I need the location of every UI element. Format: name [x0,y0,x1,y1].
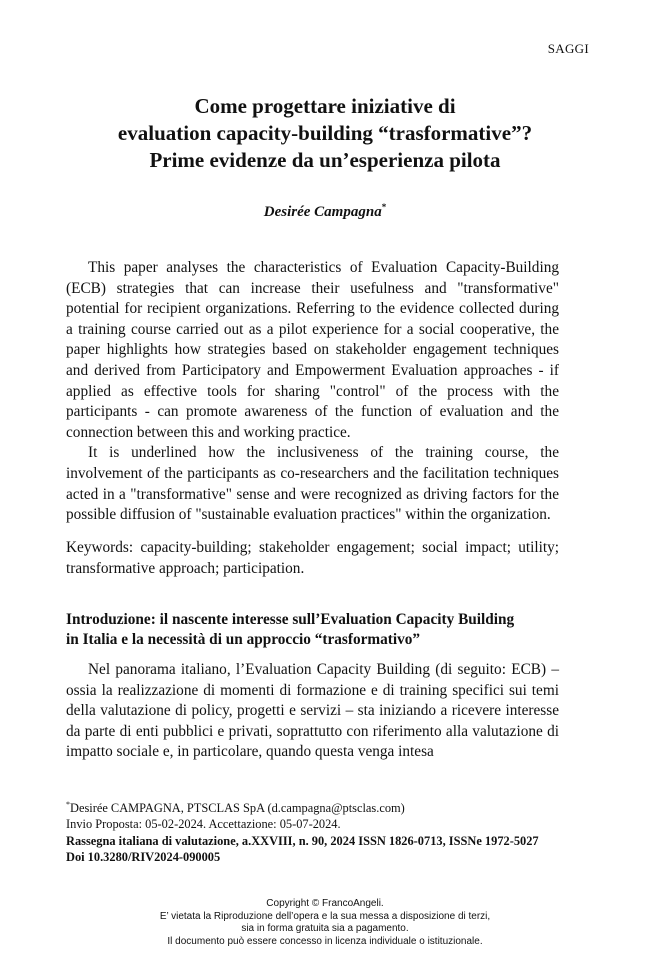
keywords [66,538,559,579]
article-title [60,93,590,174]
intro-text [66,660,559,763]
title-line: Come progettare iniziative di [194,94,456,118]
title-line: Prime evidenze da un’esperienza pilota [149,148,501,172]
copyright-line: sia in forma gratuita sia a pagamento. [241,923,409,935]
copyright-notice [0,898,650,948]
footnote-journal: Rassegna italiana di valutazione, a.XXVIII, n. 90, 2024 ISSN 1826-0713, ISSNe 1972-5027 [66,833,539,848]
footnote-dates: Invio Proposta: 05-02-2024. Accettazione: 05-07-2024. [66,817,341,832]
abstract-paragraph: This paper analyses the characteristics of Evaluation Capacity-Building (ECB) strategies that can increase their usefulness and "transformative" potential for recipient organizations. Referring to the evidence collected during a training course carried out as a pilot experience for a social cooperative, the paper highlights how strategies based on stakeholder engagement techniques and derived from Participatory and Empowerment Evaluation approaches - if applied as effective tools for sharing "control" of the process with the participants - can promote awareness of the function of evaluation and the connection between this and working practice. [66,259,559,441]
author-footnote-mark: * [381,202,387,212]
abstract [66,258,559,526]
intro-paragraph: Nel panorama italiano, l’Evaluation Capacity Building (di seguito: ECB) – ossia la realizzazione di momenti di formazione e di training specifici sui temi della valutazione di policy, progetti e servizi – sta iniziando a ricevere interesse da parte di enti pubblici e privati, soprattutto con riferimento alla valutazione di impatto sociale e, in particolare, quando questa venga intesa [66,661,559,761]
footnote-mark: * [66,800,70,809]
footnote [66,797,566,865]
abstract-paragraph: It is underlined how the inclusiveness of the training course, the involvement of the participants as co-researchers and the facilitation techniques acted in a "transformative" sense and were recognized as driving factors for the possible diffusion of "sustainable evaluation practices" within the organization. [66,444,559,524]
title-line: evaluation capacity-building “trasformative”? [117,121,533,145]
copyright-line: Il documento può essere concesso in licenza individuale o istituzionale. [167,935,483,947]
copyright-line: E’ vietata la Riproduzione dell’opera e la sua messa a disposizione di terzi, [159,910,491,922]
heading-line: in Italia e la necessità di un approccio “trasformativo” [66,631,421,648]
heading-line: Introduzione: il nascente interesse sull’Evaluation Capacity Building [66,611,515,628]
footnote-doi: Doi 10.3280/RIV2024-090005 [66,849,221,864]
footnote-affiliation [66,797,566,816]
author-name [60,202,590,221]
section-heading [66,610,559,650]
keywords-text: Keywords: capacity-building; stakeholder engagement; social impact; utility; transformative approach; participation. [66,539,559,577]
author-text: Desirée Campagna [263,204,382,220]
copyright-line: Copyright © FrancoAngeli. [266,898,384,909]
section-label: SAGGI [547,41,589,56]
affiliation-text: Desirée CAMPAGNA, PTSCLAS SpA (d.campagna@ptsclas.com) [70,801,405,816]
